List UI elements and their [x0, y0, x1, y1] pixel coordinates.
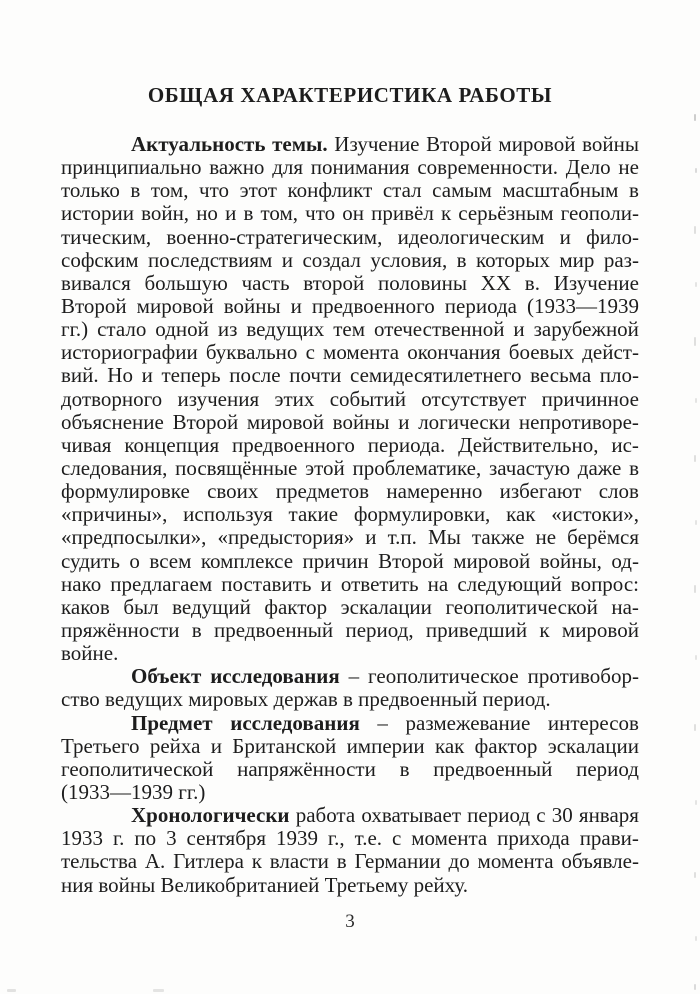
text-line: гг.) стало одной из ведущих тем отечественной и зарубежной: [61, 317, 639, 342]
text-line: ство ведущих мировых держав в предвоенный период.: [61, 687, 551, 712]
scan-artifact: [694, 337, 696, 346]
text-line: Объект исследования – геополитическое противобор-: [131, 664, 639, 689]
text-line: тическим, военно-стратегическим, идеологическим и фило-: [61, 224, 639, 249]
text-line: Предмет исследования – размежевание интересов: [131, 710, 639, 735]
text-line: тельства А. Гитлера к власти в Германии до момента объявле-: [61, 849, 639, 874]
scan-artifact: [695, 655, 697, 660]
text-line: Актуальность темы. Изучение Второй мировой войны: [131, 132, 639, 156]
page-number: 3: [345, 911, 355, 932]
text-line: Третьего рейха и Британской империи как фактор эскалации: [61, 733, 639, 758]
scan-artifact: [694, 724, 696, 731]
text-line: (1933—1939 гг.): [61, 779, 206, 804]
scan-artifact: [153, 989, 164, 992]
text-line: софским последствиям и создал условия, в которых мир раз-: [61, 247, 639, 272]
text-line: дотворного изучения этих событий отсутствует причинное: [61, 386, 639, 411]
scan-artifact: [695, 168, 697, 173]
scan-artifact: [694, 226, 696, 234]
text-line: 1933 г. по 3 сентября 1939 г., т.е. с момента прихода прави-: [61, 826, 639, 851]
text-line: чивая концепция предвоенного периода. Действительно, ис-: [61, 432, 639, 457]
scan-artifact: [694, 455, 696, 462]
text-line: истории войн, но и в том, что он привёл к серьёзным геополи-: [61, 201, 639, 226]
scan-artifact: [7, 989, 16, 992]
text-line: формулировке своих предметов намеренно избегают слов: [61, 479, 639, 504]
scan-artifact: [695, 936, 697, 941]
text-line: Второй мировой войны и предвоенного периода (1933—1939: [61, 293, 639, 318]
text-line: судить о всем комплексе причин Второй мировой войны, од-: [61, 548, 639, 573]
scan-artifact: [695, 282, 697, 287]
text-line: нако предлагаем поставить и ответить на следующий вопрос:: [61, 571, 639, 596]
text-line: принципиально важно для понимания современности. Дело не: [61, 155, 639, 180]
document-body: [61, 133, 639, 897]
text-line: ния войны Великобританией Третьему рейху.: [61, 872, 469, 897]
scan-artifact: [695, 520, 697, 525]
text-line: только в том, что этот конфликт стал самым масштабным в: [61, 178, 639, 203]
scan-artifact: [694, 872, 696, 878]
scan-artifact: [694, 585, 696, 593]
text-line: Хронологически работа охватывает период с 30 января: [131, 803, 639, 828]
text-line: историографии буквально с момента окончания боевых дейст-: [61, 340, 639, 365]
scan-artifact: [695, 800, 697, 805]
scan-artifact: [695, 398, 697, 403]
page-title: ОБЩАЯ ХАРАКТЕРИСТИКА РАБОТЫ: [147, 83, 553, 107]
text-line: пряжённости в предвоенный период, приведший к мировой: [61, 617, 639, 642]
text-line: геополитической напряжённости в предвоенный период: [61, 756, 639, 781]
text-line: «предпосылки», «предыстория» и т.п. Мы также не берёмся: [61, 525, 639, 550]
scan-artifact: [694, 984, 696, 990]
text-line: каков был ведущий фактор эскалации геополитической на-: [61, 594, 639, 619]
text-line: объяснение Второй мировой войны и логически непротиворе-: [61, 409, 639, 434]
text-line: вий. Но и теперь после почти семидесятилетнего весьма пло-: [61, 363, 639, 388]
text-line: войне.: [61, 641, 119, 666]
text-line: «причины», используя такие формулировки, как «истоки»,: [61, 502, 639, 527]
scan-artifact: [694, 114, 696, 121]
text-line: вивался большую часть второй половины XX в. Изучение: [61, 270, 639, 295]
text-line: следования, посвящённые этой проблематике, зачастую даже в: [61, 455, 639, 480]
